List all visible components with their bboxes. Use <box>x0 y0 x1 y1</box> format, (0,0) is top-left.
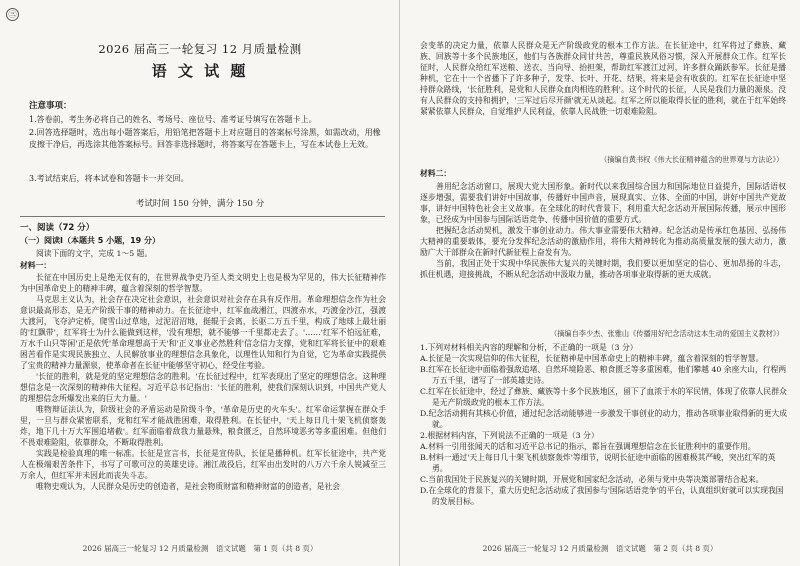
divider <box>20 216 385 217</box>
material-label-2: 材料二： <box>420 169 452 178</box>
attribution-1: （摘编自黄书权《伟大长征精神蕴含的世界观与方法论》） <box>600 155 784 164</box>
notice-item-3: 3.考试结束后，将本试卷和答题卡一并交回。 <box>29 174 189 183</box>
passage-paragraph: 当前，我国正处于实现中华民族伟大复兴的关键时期，我们要以更加坚定的信心、更加昂扬的斗志，抓住机遇，迎接挑战，不断从纪念活动中汲取力量，推动各项事业取得新的更大成就。 <box>420 259 786 279</box>
question-option: A.长征是一次实现信仰的伟大征程，长征精神是中国革命史上的精神丰碑，蕴含着深刻的哲学智慧。 <box>420 354 764 363</box>
passage-paragraph: 善用纪念活动窗口，展现大党大国形象。新时代以来我国综合国力和国际地位日益提升，国际话语权逐步增强，需要我们讲好中国故事，传播好中国声音，展现真实、立体、全面的中国，讲好中国共产党故事，讲好中国特色社会主义故事。在全球化的时代背景下，利用重大纪念活动开展国际传播，展示中国形象，已经成为中国参与国际话语竞争、传播中国价值的重要方式。 <box>420 182 786 224</box>
passage-paragraph: 长征在中国历史上是绝无仅有的，在世界战争史乃至人类文明史上也是极为罕见的，伟大长征精神作为中国革命史上的精神丰碑，蕴含着深刻的哲学智慧。 <box>20 273 386 293</box>
material-label-1: 材料一： <box>20 261 52 270</box>
subject-title: 语 文 试 题 <box>151 62 249 80</box>
section-title: 一、阅读（72 分） <box>20 223 95 233</box>
questions-block <box>420 342 790 542</box>
page-footer: 2026 届高三一轮复习 12 月质量检测 语文试题 第 1 页（共 8 页） <box>82 544 318 553</box>
question-option: B.红军在长征途中面临着强敌追堵、自然环境险恶、粮食匮乏等多重困难，他们攀越 40 余座大山，行程两万五千里，谱写了一部英雄史诗。 <box>420 365 787 385</box>
subsection-title: （一）阅读Ⅰ（本题共 5 小题，19 分） <box>20 236 161 245</box>
time-and-score: 考试时间 150 分钟，满分 150 分 <box>135 199 265 209</box>
page-footer: 2026 届高三一轮复习 12 月质量检测 语文试题 第 2 页（共 8 页） <box>482 544 718 553</box>
passage-paragraph: 唯物史观认为，人民群众是历史的创造者，是社会物质财富和精神财富的创造者，是社会 <box>36 482 341 491</box>
passage-body <box>20 272 386 536</box>
question-stem: 2.根据材料内容，下列说法不正确的一项是（3 分） <box>420 431 599 440</box>
passage-paragraph: 把握纪念活动契机，激发干事创业动力。伟大事业需要伟大精神。纪念活动是传承红色基因、弘扬伟大精神的重要载体，要充分发挥纪念活动的激励作用，将伟大精神转化为推动高质量发展的强大动力，激励广大干部群众在新时代新征程上奋发有为。 <box>420 226 786 257</box>
question-option: A.材料一引用张闻天的话和习近平总书记的指示，都旨在强调理想信念在长征胜利中的重要作用。 <box>420 442 756 451</box>
corner-stamp: ㊂ <box>6 8 19 21</box>
passage-continued <box>420 40 786 148</box>
notice-item-1: 1.答卷前，考生务必将自己的姓名、考场号、座位号、准考证号填写在答题卡上。 <box>29 115 317 124</box>
notice-heading: 注意事项： <box>29 101 72 111</box>
material-2-body <box>420 181 786 323</box>
attribution-2: （摘编自李少杰、张雅山《传播用好纪念活动这本生动的爱国主义教材》） <box>550 329 784 338</box>
instruction: 阅读下面的文字，完成 1～5 题。 <box>36 249 153 258</box>
passage-paragraph: '长征的胜利，就是党的坚定理想信念的胜利。'在长征过程中，红军表现出了坚定的理想信念。这种理想信念是一次深刻的精神伟大征程。习近平总书记指出：'长征的胜利，使我们深刻认识到，中国共产党人的理想信念所爆发出来的巨大力量。' <box>20 372 386 403</box>
question-option: C.当前我国处于民族复兴的关键时期，开展党和国家纪念活动，必须与党中央等决策部署结合起来。 <box>420 475 764 484</box>
exam-title: 2026 届高三一轮复习 12 月质量检测 <box>98 42 302 56</box>
passage-paragraph: 会变革的决定力量，依靠人民群众是无产阶级政党的根本工作方法。在长征途中，红军将过了彝族、藏族、回族等十多个民族地区，他们与各族群众同甘共苦，尊重民族风俗习惯，深入开展群众工作。红军长征时，人民群众给红军送粮、送衣、当向导、抬担架，帮助红军渡江过河，许多群众踊跃参军。长征是播种机，它在十一个省播下了许多种子，发芽、长叶、开花、结果，将来是会有收获的。红军在长征途中坚持群众路线，'长征胜利，是党和人民群众血肉相连的胜利'。这个时代的长征，人民是我们力量的源泉。没有人民群众的支持和拥护，'三军过后尽开颜'就无从谈起。红军之所以能取得长征的胜利，就在于红军始终紧紧依靠人民群众，自觉维护人民利益，依靠人民战胜一切艰难险阻。 <box>420 41 786 116</box>
passage-paragraph: 唯物辩证法认为，阶级社会的矛盾运动是阶级斗争，'革命是历史的火车头'。红军命运掌握在群众手里，一旦与群众紧密联系，党和红军才能战胜困难，取得胜利。在长征中，'天上每日几十架飞机侦察轰炸，地下几十万大军围追堵截'。红军面临着敌我力量悬殊，粮食匮乏，自然环境恶劣等多重困难。但他们不畏艰难险阻，依靠群众，不断取得胜利。 <box>20 405 386 447</box>
question-stem: 1.下列对材料相关内容的理解和分析，不正确的一项是（3 分） <box>420 343 638 352</box>
passage-paragraph: 马克思主义认为，社会存在决定社会意识，社会意识对社会存在具有反作用。革命理想信念作为社会意识最高形态，是无产阶级干事的精神动力。在长征途中，红军血战湘江，四渡赤水，巧渡金沙江，强渡大渡河，飞夺泸定桥，爬雪山过草地，过泥沼沼地，挺辊于会离，长驱二万五千里，构成了地球上最壮丽的'红飘带'，红军将士为什么能做到这样，'没有理想，就不能够一千里都走去了。'……'红军不怕远征难，万水千山只等闲'正是依凭'革命理想高于天'和'正义事业必然胜利'信念信力支撑，党和红军将长征中的艰难困苦看作是实现民族独立、人民解放事业的理想信念具象化，以理性认知和行为自觉，它为革命实践提供了宝贵的精神力量源泉，使革命者在长征中能够坚守初心，经受住考验。 <box>20 295 386 370</box>
question-option: C.红军在长征途中，经过了彝族、藏族等十多个民族地区，留下了血浓于水的军民情，体现了依靠人民群众是无产阶级政党的根本工作方法。 <box>420 387 787 407</box>
page-2 <box>400 0 800 566</box>
question-option: B.材料一通过'天上每日几十架飞机侦察轰炸'等细节，说明长征途中面临的困难极其严峻，突出红军的英勇。 <box>420 453 776 473</box>
question-option: D.在全球化的背景下，重大历史纪念活动成了我国参与'国际话语竞争'的平台，认真组织好就可以实现我国的发展目标。 <box>420 486 784 506</box>
question-option: D.纪念活动拥有其核心价值，通过纪念活动能够进一步激发干事创业的动力，推动各项事业取得新的更大成就。 <box>420 409 788 429</box>
passage-paragraph: 实践是检验真理的唯一标准。长征是宣言书，长征是宣传队，长征是播种机。红军长征途中，共产党人在极端艰苦条件下，书写了可歌可泣的英雄史诗。湘江战役后，红军由出发时的八万六千余人锐减至三万余人，但红军并未因此而丧失斗志。 <box>20 449 386 480</box>
notice-item-2: 2.回答选择题时，选出每小题答案后，用铅笔把答题卡上对应题目的答案标号涂黑，如需改动，用橡皮擦干净后，再选涂其他答案标号。回答非选择题时，将答案写在答题卡上，写在本试卷上无效。 <box>29 128 381 149</box>
